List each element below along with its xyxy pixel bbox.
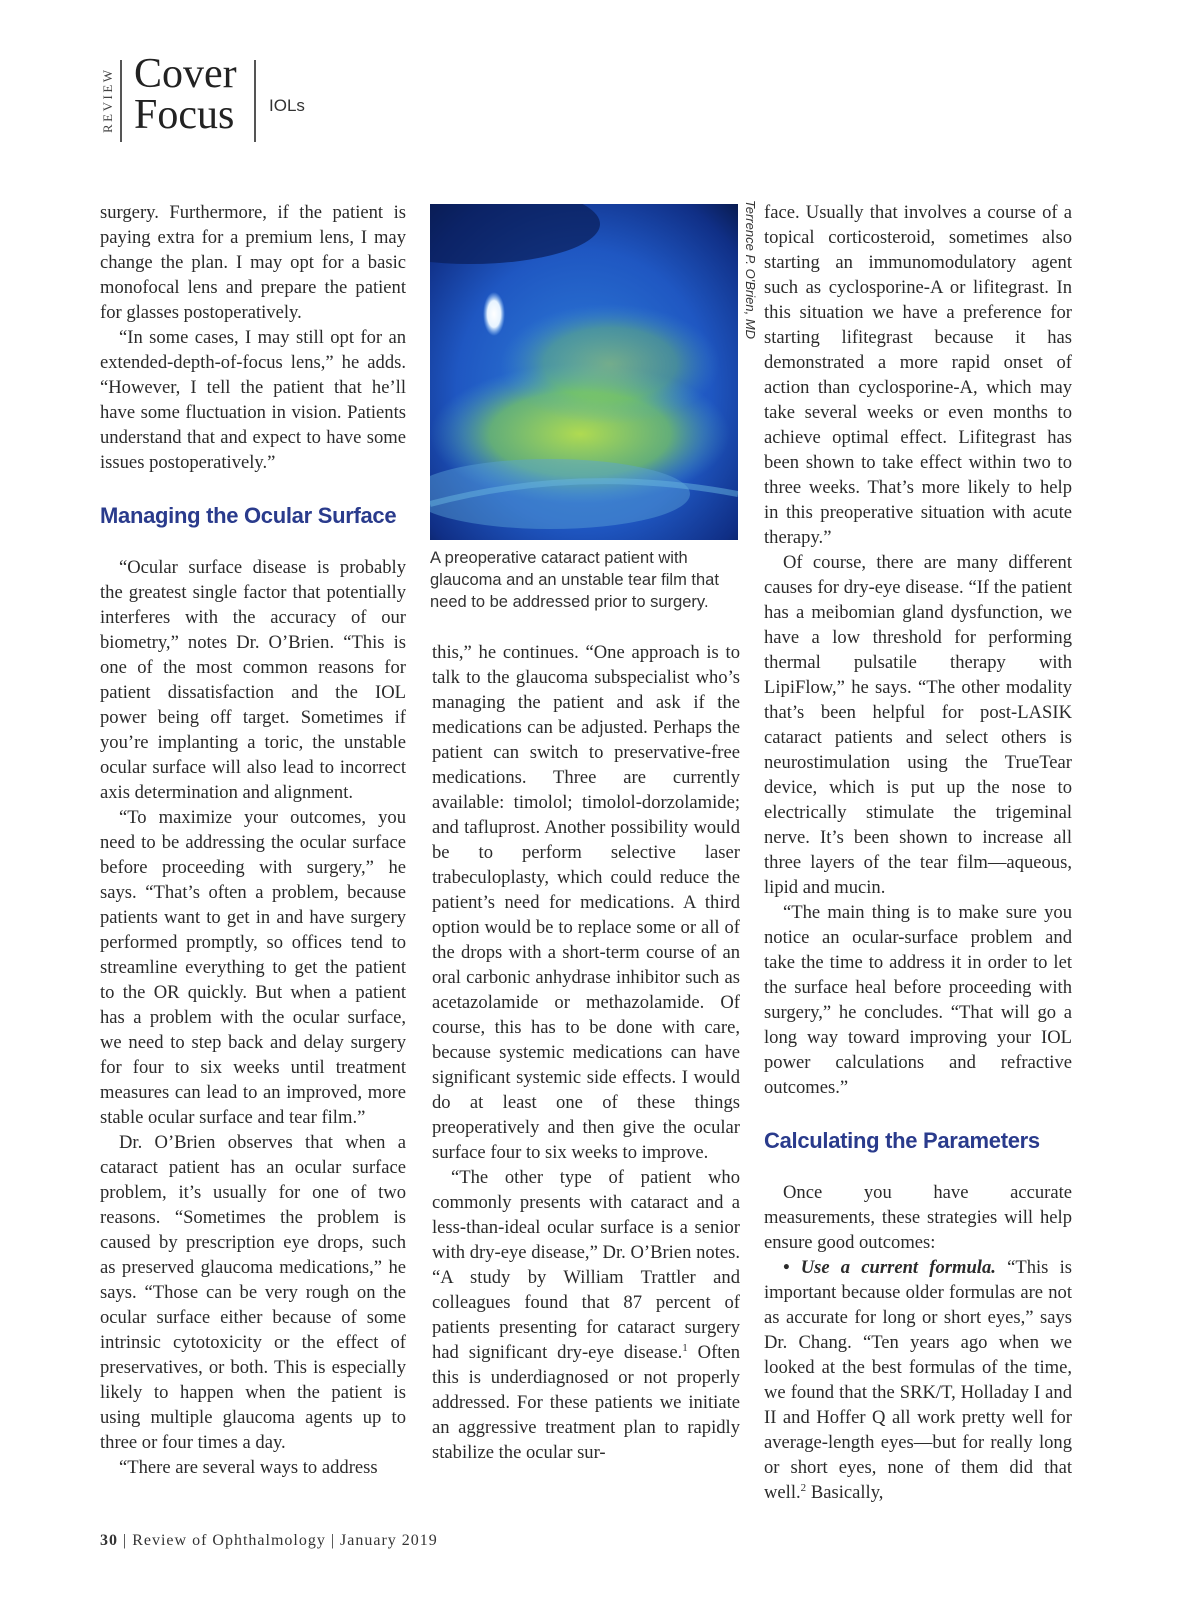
column-3 <box>764 200 1072 1505</box>
review-label: REVIEW <box>100 67 115 133</box>
eye-photo <box>430 204 738 540</box>
paragraph <box>432 1165 740 1465</box>
paragraph: this,” he continues. “One approach is to talk to the glaucoma subspecialist who’s managing the patient and ask if the medications can be adjusted. Perhaps the patient can switch to preservative-free medications. Three are currently available: timolol; timolol-dorzolamide; and tafluprost. Another possibility would be to perform selective laser trabeculoplasty, which could reduce the patient’s need for medications. A third option would be to replace some or all of the drops with a short-term course of an oral carbonic anhydrase inhibitor such as acetazolamide or methazolamide. Of course, this has to be done with care, because systemic medications can have significant systemic side effects. I would do at least one of these things preoperatively and then give the ocular surface four to six weeks to improve. <box>432 642 740 1163</box>
figure-caption: A preoperative cataract patient with glaucoma and an unstable tear film that need to be addressed prior to surgery. <box>430 549 719 611</box>
paragraph-text: Basically, <box>806 1482 884 1503</box>
photo-credit: Terrence P. O'Brien, MD <box>743 200 758 340</box>
reference-number: 1 <box>682 1341 688 1354</box>
page-number: 30 <box>100 1532 118 1549</box>
section-heading-parameters: Calculating the Parameters <box>764 1128 1040 1153</box>
paragraph: Dr. O’Brien observes that when a cataract patient has an ocular surface problem, it’s usually for one of two reasons. “Sometimes the problem is caused by prescription eye drops, such as preserved glaucoma medications,” he says. “Those can be very rough on the ocular surface either because of some intrinsic cytotoxicity or the effect of preservatives, or both. This is especially likely to happen when the patient is using multiple glaucoma agents up to three or four times a day. <box>100 1132 406 1453</box>
paragraph-text: Often this is underdiagnosed or not properly addressed. For these patients we initiate an aggressive treatment plan to rapidly stabilize the ocular sur- <box>432 1342 740 1463</box>
paragraph: Of course, there are many different causes for dry-eye disease. “If the patient has a meibomian gland dysfunction, we have a low threshold for performing thermal pulsatile therapy with LipiFlow,” he says. “The other modality that’s been helpful for post-LASIK cataract patients and select others is neurostimulation using the TrueTear device, which is put up the nose to electrically stimulate the trigeminal nerve. It’s been shown to increase all three layers of the tear film—aqueous, lipid and mucin. <box>764 552 1072 898</box>
paragraph: Once you have accurate measurements, these strategies will help ensure good outcomes: <box>764 1182 1072 1253</box>
page-footer <box>100 1532 438 1550</box>
section-heading-ocular-surface: Managing the Ocular Surface <box>100 503 397 528</box>
paragraph: “Ocular surface disease is probably the greatest single factor that potentially interferes with the accuracy of our biometry,” notes Dr. O’Brien. “This is one of the most common reasons for patient dissatisfaction and the IOL power being off target. Sometimes if you’re implanting a toric, the unstable ocular surface will also lead to incorrect axis determination and alignment. <box>100 557 406 803</box>
section-tag: IOLs <box>269 96 305 115</box>
paragraph: “In some cases, I may still opt for an extended-depth-of-focus lens,” he adds. “However, I tell the patient that he’ll have some fluctuation in vision. Patients understand that and expect to have some issues postoperatively.” <box>100 327 406 473</box>
header-divider <box>254 60 256 142</box>
bullet-label: • Use a current formula. <box>783 1257 996 1278</box>
footer-divider: | <box>330 1532 341 1549</box>
paragraph: “There are several ways to address <box>119 1457 378 1478</box>
reference-number: 2 <box>800 1481 807 1494</box>
paragraph: “To maximize your outcomes, you need to be addressing the ocular surface before proceeding with surgery,” he says. “That’s often a problem, because patients want to get in and have surgery performed promptly, so offices tend to streamline everything to get the patient to the OR quickly. But when a patient has a problem with the ocular surface, we need to step back and delay surgery for four to six weeks until treatment measures can lead to an improved, more stable ocular surface and tear film.” <box>100 807 406 1128</box>
paragraph-text: “This is important because older formulas are not as accurate for long or short eyes,” says Dr. Chang. “Ten years ago when we looked at the best formulas of the time, we found that the SRK/T, Holladay I and II and Hoffer Q all work pretty well for average-length eyes—but for really long or short eyes, none of them did that well. <box>764 1257 1072 1503</box>
title-line-1: Cover <box>134 51 237 97</box>
column-2 <box>432 640 740 1465</box>
light-reflection <box>483 292 505 336</box>
paragraph: face. Usually that involves a course of a topical corticosteroid, sometimes also starting an immunomodulatory agent such as cyclosporine-A or lifitegrast. In this situation we have a preference for starting lifitegrast because it has demonstrated a more rapid onset of action than cyclosporine-A, which may take several weeks or even months to achieve optimal effect. Lifitegrast has been shown to take effect within two to three weeks. That’s more likely to help in this preoperative situation with acute therapy.” <box>764 202 1072 548</box>
column-1 <box>100 200 406 1480</box>
title-line-2: Focus <box>134 92 235 138</box>
paragraph: surgery. Furthermore, if the patient is paying extra for a premium lens, I may change the plan. I may opt for a basic monofocal lens and prepare the patient for glasses postoperatively. <box>100 202 406 323</box>
footer-divider: | <box>123 1532 133 1549</box>
paragraph: “The main thing is to make sure you notice an ocular-surface problem and take the time to address it in order to let the surface heal before proceeding with surgery,” he concludes. “That will go a long way toward improving your IOL power calculations and refractive outcomes.” <box>764 902 1072 1098</box>
publication-name: Review of Ophthalmology <box>132 1532 326 1549</box>
paragraph-text: “The other type of patient who commonly presents with cataract and a less-than-ideal ocular surface is a senior with dry-eye disease,” Dr. O’Brien notes. “A study by William Trattler and colleagues found that 87 percent of patients presenting for cataract surgery had significant dry-eye disease. <box>432 1167 740 1363</box>
header-divider <box>120 60 122 142</box>
issue-date: January 2019 <box>340 1532 438 1549</box>
bullet-paragraph <box>764 1255 1072 1505</box>
cover-focus-title <box>134 51 237 138</box>
